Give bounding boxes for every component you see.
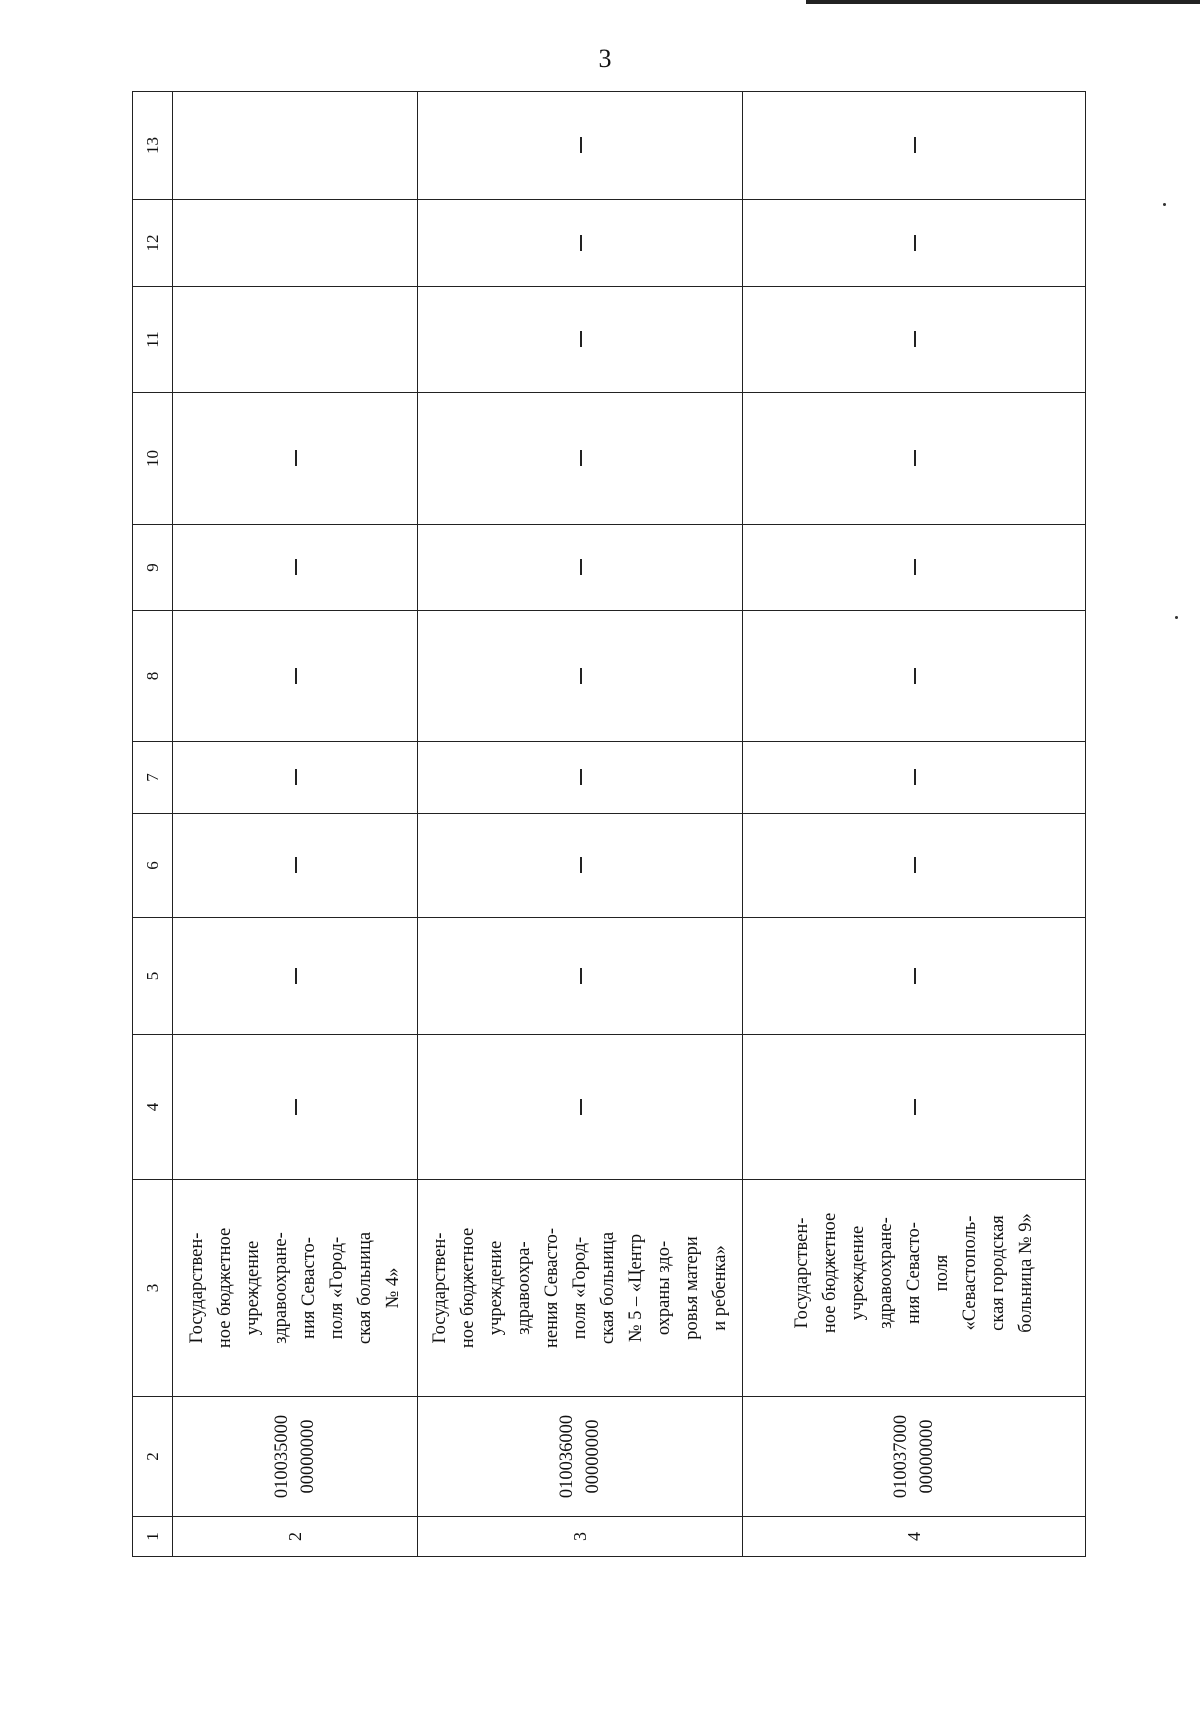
institution-name-line: учреждение (243, 1240, 263, 1336)
institution-name-line: ская больница (598, 1231, 618, 1345)
column-header: 11 (133, 287, 173, 393)
value-cell (743, 200, 1086, 287)
value-cell (418, 92, 743, 200)
row-number: 4 (743, 1517, 1086, 1557)
code-line: 00000000 (917, 1419, 937, 1494)
institution-name-line: охраны здо- (654, 1240, 674, 1336)
column-header: 4 (133, 1035, 173, 1180)
value-cell (418, 393, 743, 525)
institution-name-line: здравоохране- (271, 1232, 291, 1344)
value-cell (743, 287, 1086, 393)
dash-mark (295, 560, 297, 576)
value-cell (743, 525, 1086, 611)
dash-mark (914, 138, 916, 154)
institution-name-line: ская больница (355, 1231, 375, 1345)
institution-name-line: ния Севасто- (904, 1222, 924, 1324)
row-number: 3 (418, 1517, 743, 1557)
value-cell (173, 814, 418, 918)
value-cell (743, 742, 1086, 814)
code-line: 00000000 (583, 1419, 603, 1494)
value-cell (418, 287, 743, 393)
value-cell (173, 393, 418, 525)
dash-mark (580, 968, 582, 984)
dash-mark (580, 235, 582, 251)
institution-name-cell (743, 1180, 1086, 1397)
column-header: 7 (133, 742, 173, 814)
value-cell (173, 918, 418, 1035)
dash-mark (914, 770, 916, 786)
rotated-table-container (132, 112, 1085, 1557)
top-edge-rule (806, 0, 1200, 4)
table-row (743, 92, 1086, 1557)
dash-mark (914, 858, 916, 874)
value-cell (743, 1035, 1086, 1180)
institution-name-line: здравоохра- (514, 1241, 534, 1335)
code-cell (743, 1397, 1086, 1517)
dash-mark (914, 235, 916, 251)
institution-name-line: № 4» (383, 1267, 403, 1309)
institution-name-line: ное бюджетное (458, 1227, 478, 1349)
dash-mark (914, 332, 916, 348)
institution-name-line: ное бюджетное (215, 1227, 235, 1349)
value-cell (418, 918, 743, 1035)
code-cell (173, 1397, 418, 1517)
column-header: 3 (133, 1180, 173, 1397)
value-cell (173, 525, 418, 611)
column-header: 1 (133, 1517, 173, 1557)
code-line: 010037000 (891, 1414, 911, 1499)
scan-speck (1163, 203, 1166, 206)
column-header: 12 (133, 200, 173, 287)
dash-mark (295, 968, 297, 984)
dash-mark (580, 858, 582, 874)
dash-mark (295, 858, 297, 874)
value-cell (418, 611, 743, 742)
column-header: 8 (133, 611, 173, 742)
table-row (173, 92, 418, 1557)
value-cell (173, 1035, 418, 1180)
code-line: 00000000 (298, 1419, 318, 1494)
institution-name-line: ния Севасто- (299, 1237, 319, 1339)
institution-name-line: учреждение (848, 1225, 868, 1321)
dash-mark (580, 1099, 582, 1115)
scan-speck (1175, 616, 1178, 619)
dash-mark (914, 668, 916, 684)
institution-name-line: и ребенка» (710, 1245, 730, 1331)
value-cell (173, 92, 418, 200)
dash-mark (295, 451, 297, 467)
value-cell (743, 814, 1086, 918)
institution-name-cell (418, 1180, 743, 1397)
institution-name-line: Государствен- (792, 1217, 812, 1329)
dash-mark (580, 560, 582, 576)
value-cell (418, 1035, 743, 1180)
institution-name-cell (173, 1180, 418, 1397)
column-header: 10 (133, 393, 173, 525)
value-cell (173, 611, 418, 742)
dash-mark (580, 668, 582, 684)
dash-mark (580, 332, 582, 348)
row-number: 2 (173, 1517, 418, 1557)
dash-mark (580, 770, 582, 786)
institution-name-line: Государствен- (430, 1232, 450, 1344)
code-line: 010036000 (557, 1414, 577, 1499)
dash-mark (914, 968, 916, 984)
institution-name-line: здравоохране- (876, 1217, 896, 1329)
value-cell (173, 200, 418, 287)
dash-mark (914, 451, 916, 467)
institution-name-line: Государствен- (187, 1232, 207, 1344)
value-cell (418, 814, 743, 918)
value-cell (173, 287, 418, 393)
column-header: 2 (133, 1397, 173, 1517)
dash-mark (914, 1099, 916, 1115)
column-header: 6 (133, 814, 173, 918)
dash-mark (295, 668, 297, 684)
column-header: 9 (133, 525, 173, 611)
institution-name-line: поля «Город- (570, 1236, 590, 1340)
dash-mark (295, 770, 297, 786)
institution-name-line: «Севастополь- (960, 1215, 980, 1331)
institution-name-line: ное бюджетное (820, 1212, 840, 1334)
value-cell (418, 200, 743, 287)
dash-mark (914, 560, 916, 576)
header-row (133, 92, 173, 1557)
value-cell (418, 525, 743, 611)
page-number: 3 (598, 44, 612, 73)
value-cell (743, 918, 1086, 1035)
institution-name-line: поля (932, 1254, 952, 1292)
value-cell (743, 92, 1086, 200)
dash-mark (580, 451, 582, 467)
institution-name-line: ровья матери (682, 1236, 702, 1340)
institution-name-line: больница № 9» (1016, 1213, 1036, 1333)
dash-mark (580, 138, 582, 154)
column-header: 5 (133, 918, 173, 1035)
value-cell (418, 742, 743, 814)
institution-name-line: учреждение (486, 1240, 506, 1336)
institution-name-line: ская городская (988, 1215, 1008, 1331)
value-cell (743, 393, 1086, 525)
code-line: 010035000 (272, 1414, 292, 1499)
code-cell (418, 1397, 743, 1517)
table-row (418, 92, 743, 1557)
value-cell (743, 611, 1086, 742)
dash-mark (295, 1099, 297, 1115)
column-header: 13 (133, 92, 173, 200)
institution-name-line: нения Севасто- (542, 1228, 562, 1348)
value-cell (173, 742, 418, 814)
institution-name-line: № 5 – «Центр (626, 1233, 646, 1343)
data-table (132, 91, 1086, 1557)
institution-name-line: поля «Город- (327, 1236, 347, 1340)
